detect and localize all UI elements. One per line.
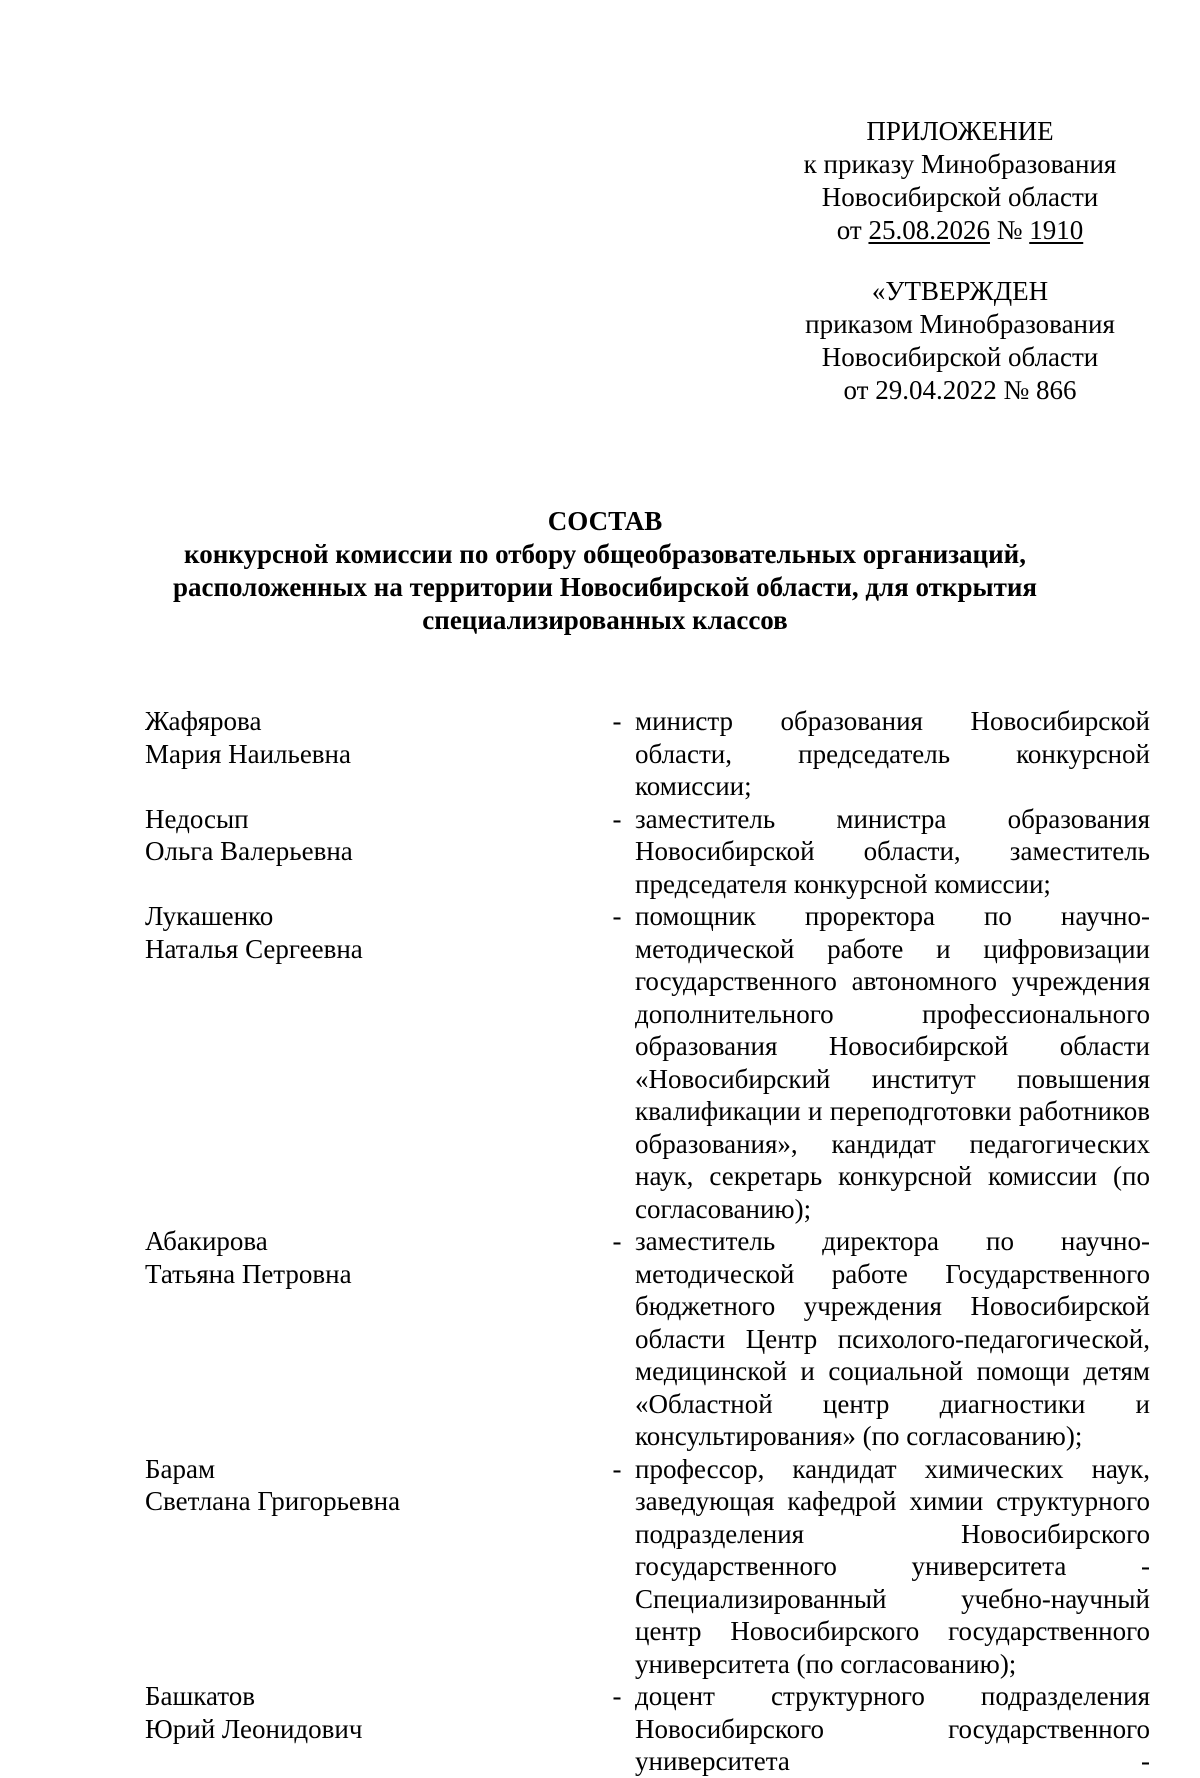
appendix-number-sign: № (996, 215, 1023, 245)
member-dash: - (612, 803, 622, 834)
appendix-order-ref: к приказу Минобразования (803, 149, 1117, 179)
member-given-name: Ольга Валерьевна (145, 836, 353, 866)
member-given-name: Наталья Сергеевна (145, 933, 363, 964)
member-row (145, 900, 1150, 1225)
commission-members-list (145, 705, 1150, 1778)
member-role: профессор, кандидат химических наук, заведующая кафедрой химии структурного подразделения Новосибирского государственного университета - Специализированный учебно-научный центр Новосибирского государственного университета (по согласованию); (635, 1453, 1150, 1679)
member-name (145, 1225, 455, 1453)
title-line-1: конкурсной комиссии по отбору общеобразовательных организаций, (184, 539, 1026, 569)
member-name (145, 705, 455, 803)
member-surname: Жафярова (145, 706, 262, 736)
approved-title: «УТВЕРЖДЕН (871, 276, 1049, 306)
appendix-date: 25.08.2026 (868, 215, 990, 245)
member-role: заместитель министра образования Новосибирской области, заместитель председателя конкурсной комиссии; (635, 803, 1150, 899)
appendix-title: ПРИЛОЖЕНИЕ (866, 116, 1054, 146)
member-row (145, 803, 1150, 901)
member-row (145, 1680, 1150, 1778)
approved-region: Новосибирской области (821, 342, 1099, 372)
appendix-number: 1910 (1029, 215, 1084, 245)
member-row (145, 705, 1150, 803)
member-role: заместитель директора по научно-методической работе Государственного бюджетного учреждения Новосибирской области Центр психолого-педагогической, медицинской и социальной помощи детям «Областной центр диагностики и консультирования» (по согласованию); (635, 1226, 1150, 1451)
member-role: помощник проректора по научно-методической работе и цифровизации государственного автономного учреждения дополнительного профессионального образования Новосибирской области «Новосибирский институт повышения квалификации и переподготовки работников образования», кандидат педагогических наук, секретарь конкурсной комиссии (по согласованию); (635, 901, 1150, 1224)
member-surname: Барам (145, 1453, 216, 1484)
member-dash: - (612, 1226, 622, 1256)
member-name (145, 900, 455, 1225)
member-surname: Башкатов (145, 1681, 255, 1711)
member-given-name: Светлана Григорьевна (145, 1486, 401, 1516)
member-dash: - (612, 1681, 622, 1711)
member-dash: - (612, 1453, 622, 1484)
document-title (140, 505, 1070, 637)
member-role: министр образования Новосибирской области, председатель конкурсной комиссии; (635, 706, 1150, 801)
member-surname: Лукашенко (145, 901, 274, 931)
approved-header (700, 275, 1200, 407)
title-line-3: специализированных классов (422, 605, 788, 635)
approved-date-line: от 29.04.2022 № 866 (843, 375, 1077, 405)
appendix-region: Новосибирской области (821, 182, 1099, 212)
member-name (145, 1680, 455, 1778)
member-given-name: Юрий Леонидович (145, 1713, 363, 1744)
member-given-name: Мария Наильевна (145, 738, 351, 769)
title-heading: СОСТАВ (547, 506, 663, 536)
member-role: доцент структурного подразделения Новосибирского государственного университета - (635, 1681, 1150, 1776)
appendix-date-prefix: от (836, 215, 862, 245)
member-name (145, 803, 455, 901)
member-row (145, 1453, 1150, 1681)
member-dash: - (612, 706, 622, 736)
title-line-2: расположенных на территории Новосибирской области, для открытия (172, 572, 1037, 602)
member-row (145, 1225, 1150, 1453)
appendix-header (700, 115, 1200, 247)
member-name (145, 1453, 455, 1681)
member-surname: Недосып (145, 803, 249, 834)
member-given-name: Татьяна Петровна (145, 1258, 352, 1289)
member-surname: Абакирова (145, 1226, 268, 1256)
appendix-date-line (700, 214, 1200, 247)
approved-order-ref: приказом Минобразования (805, 309, 1115, 339)
member-dash: - (612, 901, 622, 931)
